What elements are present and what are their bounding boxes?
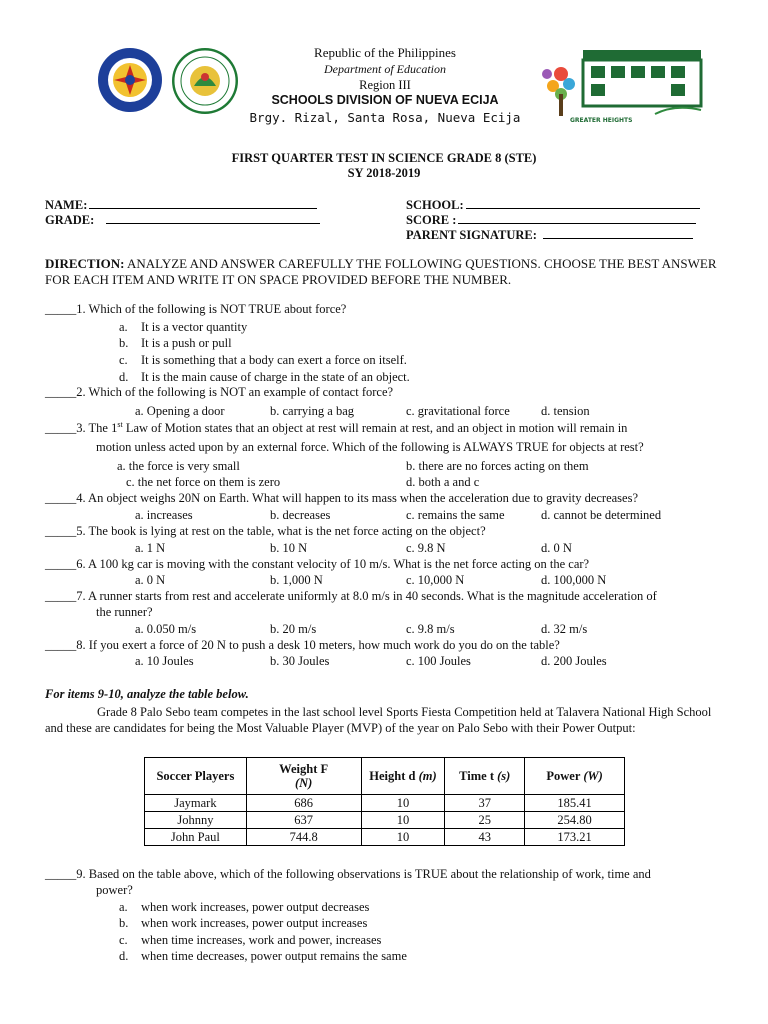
cell-weight: 637 [246, 812, 361, 829]
header-republic: Republic of the Philippines [314, 45, 456, 60]
power-output-table [144, 757, 625, 846]
q5-option-a: a. 1 N [135, 541, 166, 555]
name-field [45, 197, 317, 213]
q3-option-b: b. there are no forces acting on them [406, 459, 589, 473]
question-6: _____6. A 100 kg car is moving with the constant velocity of 10 m/s. What is the net force acting on the car? [45, 557, 590, 571]
direction-label: DIRECTION: [45, 256, 125, 271]
q4-option-c: c. remains the same [406, 508, 505, 522]
items-heading: For items 9-10, analyze the table below. [45, 687, 249, 701]
q7-option-c: c. 9.8 m/s [406, 622, 455, 636]
col-header-height: Height d (m) [361, 758, 445, 795]
q2-option-c: c. gravitational force [406, 404, 510, 418]
direction-text: ANALYZE AND ANSWER CAREFULLY THE FOLLOWING QUESTIONS. CHOOSE THE BEST ANSWER FOR EACH ITEM AND WRITE IT ON SPACE PROVIDED BEFORE THE NUMBER. [45, 256, 717, 287]
q1-option-c: c. It is something that a body can exert a force on itself. [119, 353, 407, 367]
q2-option-a: a. Opening a door [135, 404, 225, 418]
cell-power: 173.21 [525, 829, 625, 846]
parent-signature-label: PARENT SIGNATURE: [406, 228, 537, 242]
q7-option-d: d. 32 m/s [541, 622, 588, 636]
cell-height: 10 [361, 795, 445, 812]
grade-field [45, 212, 320, 228]
grade-label: GRADE: [45, 213, 95, 227]
q5-option-b: b. 10 N [270, 541, 308, 555]
exam-title: FIRST QUARTER TEST IN SCIENCE GRADE 8 (STE) [231, 151, 537, 165]
q2-option-b: b. carrying a bag [270, 404, 354, 418]
q8-option-d: d. 200 Joules [541, 654, 607, 668]
table-header-row [145, 758, 625, 795]
col-header-power: Power (W) [525, 758, 625, 795]
cell-time: 25 [445, 812, 525, 829]
q9-option-c: c. when time increases, work and power, increases [119, 933, 382, 947]
school-year: SY 2018-2019 [347, 166, 421, 180]
question-8: _____8. If you exert a force of 20 N to push a desk 10 meters, how much work do you do on the table? [45, 638, 560, 652]
parent-signature-field [406, 227, 693, 243]
name-label: NAME: [45, 198, 88, 212]
q5-option-c: c. 9.8 N [406, 541, 446, 555]
score-label: SCORE : [406, 213, 457, 227]
question-7-line-2: the runner? [96, 605, 153, 619]
question-7: _____7. A runner starts from rest and accelerate uniformly at 8.0 m/s in 40 seconds. What is the magnitude acceleration of [45, 589, 657, 603]
cell-player: Jaymark [145, 795, 247, 812]
table-row [145, 795, 625, 812]
cell-height: 10 [361, 812, 445, 829]
school-label: SCHOOL: [406, 198, 464, 212]
q6-option-c: c. 10,000 N [406, 573, 465, 587]
deped-seal-logo [97, 47, 163, 113]
q1-option-a: a. It is a vector quantity [119, 320, 248, 334]
cell-time: 43 [445, 829, 525, 846]
q9-option-a: a. when work increases, power output decreases [119, 900, 370, 914]
col-header-players: Soccer Players [145, 758, 247, 795]
cell-weight: 686 [246, 795, 361, 812]
q2-option-d: d. tension [541, 404, 590, 418]
cell-power: 185.41 [525, 795, 625, 812]
direction-paragraph [45, 256, 735, 288]
table-row [145, 812, 625, 829]
q7-option-b: b. 20 m/s [270, 622, 317, 636]
question-3: _____3. The 1st Law of Motion states that an object at rest will remain at rest, and an object in motion will remain in [45, 420, 628, 436]
question-9: _____9. Based on the table above, which of the following observations is TRUE about the relationship of work, time and [45, 867, 651, 881]
q4-option-b: b. decreases [270, 508, 331, 522]
cell-player: Johnny [145, 812, 247, 829]
school-field [406, 197, 700, 213]
q9-option-d: d. when time decreases, power output remains the same [119, 949, 407, 963]
q8-option-c: c. 100 Joules [406, 654, 471, 668]
q4-option-d: d. cannot be determined [541, 508, 662, 522]
question-3-line-2: motion unless acted upon by an external force. Which of the following is ALWAYS TRUE for objects at rest? [96, 440, 644, 454]
col-header-weight: Weight F (N) [246, 758, 361, 795]
cell-player: John Paul [145, 829, 247, 846]
q6-option-b: b. 1,000 N [270, 573, 323, 587]
q9-option-b: b. when work increases, power output increases [119, 916, 368, 930]
q7-option-a: a. 0.050 m/s [135, 622, 197, 636]
q8-option-a: a. 10 Joules [135, 654, 194, 668]
cell-power: 254.80 [525, 812, 625, 829]
cell-weight: 744.8 [246, 829, 361, 846]
header-division: SCHOOLS DIVISION OF NUEVA ECIJA [271, 93, 499, 107]
question-9-line-2: power? [96, 883, 133, 897]
header-region: Region III [359, 78, 411, 92]
cell-height: 10 [361, 829, 445, 846]
question-1: _____1. Which of the following is NOT TRUE about force? [45, 302, 347, 316]
q3-option-c: c. the net force on them is zero [126, 475, 281, 489]
cell-time: 37 [445, 795, 525, 812]
question-4: _____4. An object weighs 20N on Earth. What will happen to its mass when the acceleration due to gravity decreases? [45, 491, 639, 505]
q3-option-a: a. the force is very small [117, 459, 240, 473]
col-header-time: Time t (s) [445, 758, 525, 795]
q1-option-d: d. It is the main cause of charge in the state of an object. [119, 370, 410, 384]
q6-option-a: a. 0 N [135, 573, 166, 587]
q8-option-b: b. 30 Joules [270, 654, 330, 668]
q3-option-d: d. both a and c [406, 475, 480, 489]
question-2: _____2. Which of the following is NOT an example of contact force? [45, 385, 394, 399]
table-row [145, 829, 625, 846]
q1-option-b: b. It is a push or pull [119, 336, 232, 350]
header-department: Department of Education [324, 62, 446, 76]
q6-option-d: d. 100,000 N [541, 573, 607, 587]
q4-option-a: a. increases [135, 508, 193, 522]
header-address: Brgy. Rizal, Santa Rosa, Nueva Ecija [249, 110, 521, 125]
question-5: _____5. The book is lying at rest on the table, what is the net force acting on the object? [45, 524, 486, 538]
table-intro-paragraph: Grade 8 Palo Sebo team competes in the last school level Sports Fiesta Competition held at Talavera National High School and these are candidates for being the Most Valuable Player (MVP) of the year on Palo Sebo with their Power Output: [45, 705, 712, 735]
greater-heights-logo-text: GREATER HEIGHTS [570, 117, 633, 124]
score-field [406, 212, 696, 228]
q5-option-d: d. 0 N [541, 541, 572, 555]
